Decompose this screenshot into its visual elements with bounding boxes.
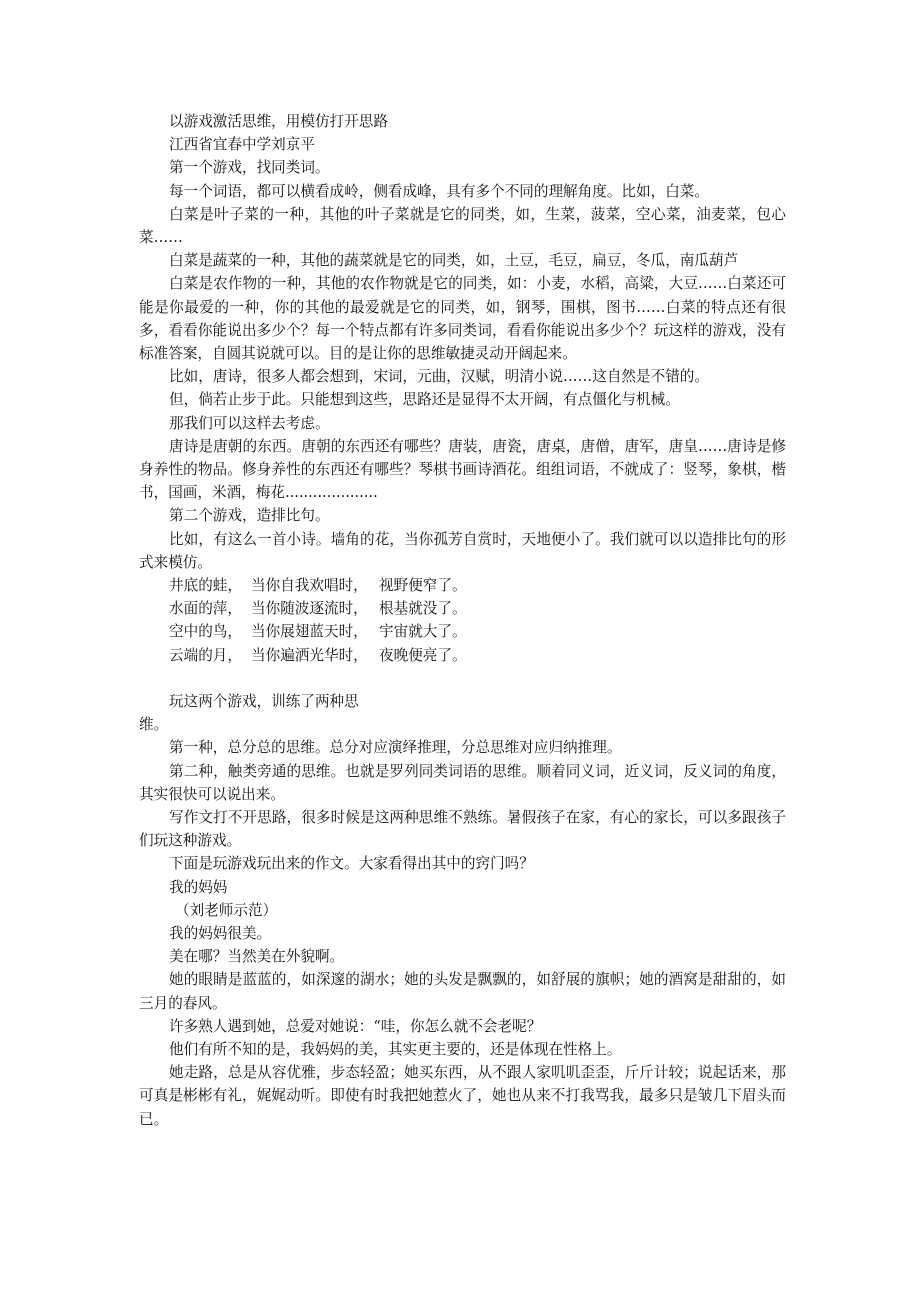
poem-result: 宇宙就大了。 xyxy=(379,623,467,641)
paragraph: 他们有所不知的是，我妈妈的美，其实更主要的，还是体现在性格上。 xyxy=(169,1041,622,1059)
poem-result: 根基就没了。 xyxy=(379,600,467,618)
poem-condition: 当你随波逐流时， xyxy=(251,600,368,618)
poem-line xyxy=(139,574,786,597)
paragraph: 比如，唐诗，很多人都会想到，宋词，元曲，汉赋，明清小说……这自然是不错的。 xyxy=(169,368,709,386)
document-page xyxy=(139,110,786,1131)
essay-title: 我的妈妈 xyxy=(169,878,228,896)
poem-subject: 井底的蛙， xyxy=(169,577,242,595)
essay-byline: （刘老师示范） xyxy=(175,901,278,919)
poem-subject: 空中的鸟， xyxy=(169,623,242,641)
poem-result: 夜晚便亮了。 xyxy=(379,646,467,664)
paragraph: 第二个游戏，造排比句。 xyxy=(169,507,330,525)
paragraph: 第一个游戏，找同类词。 xyxy=(169,159,330,177)
paragraph: 美在哪？当然美在外貌啊。 xyxy=(169,948,345,966)
paragraph: 那我们可以这样去考虑。 xyxy=(169,414,330,432)
paragraph: 白菜是蔬菜的一种，其他的蔬菜就是它的同类，如，土豆，毛豆，扁豆，冬瓜，南瓜葫芦 xyxy=(169,252,739,270)
poem-result: 视野便窄了。 xyxy=(379,577,467,595)
poem-line xyxy=(139,620,786,643)
paragraph: 每一个词语，都可以横看成岭，侧看成峰，具有多个不同的理解角度。比如，白菜。 xyxy=(169,182,709,200)
poem-line xyxy=(139,644,786,667)
paragraph: 第一种，总分总的思维。总分对应演绎推理，分总思维对应归纳推理。 xyxy=(169,739,622,757)
paragraph: 但，倘若止步于此。只能想到这些，思路还是显得不太开阔，有点僵化与机械。 xyxy=(169,391,680,409)
paragraph: 第二种，触类旁通的思维。也就是罗列同类词语的思维。顺着同义词，近义词，反义词的角度，其实很快可以说出来。 xyxy=(139,762,786,803)
paragraph: 白菜是农作物的一种，其他的农作物就是它的同类，如：小麦，水稻，高粱，大豆……白菜还可能是你最爱的一种，你的其他的最爱就是它的同类，如，钢琴，围棋，图书……白菜的特点还有很多，看看你能说出多少个？每一个特点都有许多同类词，看看你能说出多少个？玩这样的游戏，没有标准答案，自圆其说就可以。目的是让你的思维敏捷灵动开阔起来。 xyxy=(139,275,786,363)
paragraph: 我的妈妈很美。 xyxy=(169,925,272,943)
poem-condition: 当你自我欢唱时， xyxy=(251,577,368,595)
article-title: 以游戏激活思维，用模仿打开思路 xyxy=(169,113,388,130)
paragraph: 白菜是叶子菜的一种，其他的叶子菜就是它的同类，如，生菜，菠菜，空心菜，油麦菜，包心菜…… xyxy=(139,205,786,247)
paragraph: 许多熟人遇到她，总爱对她说：“哇，你怎么就不会老呢？ xyxy=(169,1017,542,1035)
poem-condition: 当你展翅蓝天时， xyxy=(251,623,368,641)
paragraph-continuation: 维。 xyxy=(139,716,169,734)
poem-condition: 当你遍洒光华时， xyxy=(251,646,368,664)
paragraph: 她的眼睛是蓝蓝的，如深邃的湖水；她的头发是飘飘的，如舒展的旗帜；她的酒窝是甜甜的，如三月的春风。 xyxy=(139,971,786,1012)
poem-subject: 云端的月， xyxy=(169,646,242,664)
article-author: 江西省宜春中学刘京平 xyxy=(169,136,315,154)
poem-block xyxy=(139,574,786,667)
paragraph: 玩这两个游戏，训练了两种思 xyxy=(169,693,359,710)
paragraph: 比如，有这么一首小诗。墙角的花，当你孤芳自赏时，天地便小了。我们就可以以造排比句的形式来模仿。 xyxy=(139,530,786,571)
spacer xyxy=(139,667,786,690)
paragraph: 写作文打不开思路，很多时候是这两种思维不熟练。暑假孩子在家，有心的家长，可以多跟孩子们玩这种游戏。 xyxy=(139,809,786,850)
poem-subject: 水面的萍， xyxy=(169,600,242,618)
paragraph: 唐诗是唐朝的东西。唐朝的东西还有哪些？唐装，唐瓷，唐桌，唐僧，唐军，唐皇……唐诗是修身养性的物品。修身养性的东西还有哪些？琴棋书画诗酒花。组组词语，不就成了：竖琴，象棋，楷书，国画，米酒，梅花.................... xyxy=(139,437,786,502)
paragraph: 她走路，总是从容优雅，步态轻盈；她买东西，从不跟人家叽叽歪歪，斤斤计较；说起话来，那可真是彬彬有礼，娓娓动听。即使有时我把她惹火了，她也从来不打我骂我，最多只是皱几下眉头而已。 xyxy=(139,1064,786,1128)
paragraph: 下面是玩游戏玩出来的作文。大家看得出其中的窍门吗？ xyxy=(169,855,534,873)
poem-line xyxy=(139,597,786,620)
